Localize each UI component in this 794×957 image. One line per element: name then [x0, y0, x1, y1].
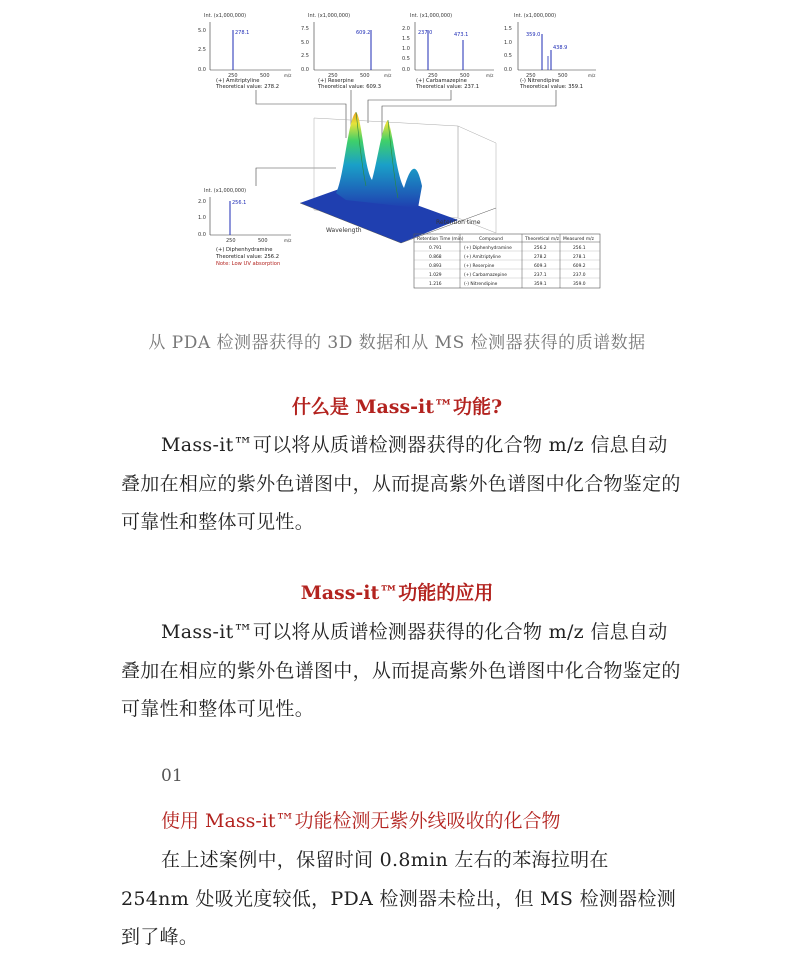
- case-body: 在上述案例中，保留时间 0.8min 左右的苯海拉明在 254nm 处吸光度较低，PDA 检测器未检出，但 MS 检测器检测到了峰。: [121, 849, 677, 948]
- y-tick: 1.0: [504, 40, 512, 46]
- x-tick: 250: [228, 73, 238, 79]
- unit-label: m/z: [384, 73, 392, 78]
- x-tick: 500: [360, 73, 370, 79]
- spectrum-scale: Int. (x1,000,000): [514, 13, 557, 19]
- unit-label: m/z: [284, 238, 292, 243]
- x-tick: 250: [428, 73, 438, 79]
- table-cell: 359.1: [534, 282, 547, 287]
- spectrum-reserpine: [301, 13, 391, 90]
- unit-label: m/z: [588, 73, 596, 78]
- table-cell: 359.0: [573, 282, 586, 287]
- pda-3d-surface: [300, 112, 496, 243]
- peak-label: 278.1: [235, 30, 250, 36]
- table-cell: 0.791: [429, 246, 442, 251]
- table-cell: 1.216: [429, 282, 442, 287]
- section-heading-what-is: 什么是 Mass-it™功能?: [291, 396, 503, 418]
- table-cell: 0.868: [429, 255, 442, 260]
- y-tick: 2.5: [301, 53, 309, 59]
- table-header: Compound: [479, 237, 503, 242]
- y-tick: 1.0: [402, 46, 410, 52]
- y-tick: 5.0: [301, 40, 309, 46]
- spectrum-scale: Int. (x1,000,000): [204, 13, 247, 19]
- y-tick: 1.0: [198, 215, 206, 221]
- table-header: Measured m/z: [563, 237, 594, 242]
- x-tick: 500: [460, 73, 470, 79]
- spectrum-scale: Int. (x1,000,000): [410, 13, 453, 19]
- spectrum-scale: Int. (x1,000,000): [308, 13, 351, 19]
- table-cell: 0.893: [429, 264, 442, 269]
- table-cell: 237.0: [573, 273, 586, 278]
- theoretical-value: Theoretical value: 609.3: [318, 84, 382, 90]
- figure-caption: 从 PDA 检测器获得的 3D 数据和从 MS 检测器获得的质谱数据: [148, 333, 646, 353]
- section-heading-application: Mass-it™功能的应用: [300, 582, 494, 604]
- y-tick: 2.0: [198, 199, 206, 205]
- axis-retention-time: Retention time: [436, 219, 481, 226]
- y-tick: 0.5: [504, 53, 512, 59]
- y-tick: 2.5: [198, 47, 206, 53]
- y-tick: 0.0: [198, 232, 206, 238]
- theoretical-value: Theoretical value: 237.1: [416, 84, 480, 90]
- x-tick: 500: [558, 73, 568, 79]
- spectrum-amitriptyline: [198, 13, 291, 90]
- peak-label: 609.2: [356, 30, 371, 36]
- table-header: Retention Time (min): [417, 237, 464, 242]
- theoretical-value: Theoretical value: 359.1: [520, 84, 584, 90]
- y-tick: 0.5: [402, 56, 410, 62]
- y-tick: 1.5: [402, 36, 410, 42]
- section-body-what-is: Mass-it™可以将从质谱检测器获得的化合物 m/z 信息自动叠加在相应的紫外色谱图中，从而提高紫外色谱图中化合物鉴定的可靠性和整体可见性。: [121, 434, 681, 533]
- y-tick: 1.5: [504, 26, 512, 32]
- table-header: Theoretical m/z: [525, 237, 559, 242]
- table-cell: (+) Carbamazepine: [464, 273, 508, 278]
- table-cell: 609.3: [534, 264, 547, 269]
- axis-wavelength: Wavelength: [326, 227, 362, 234]
- x-tick: 250: [328, 73, 338, 79]
- compound-name: (+) Reserpine: [318, 78, 354, 84]
- table-cell: (-) Nitrendipine: [464, 282, 498, 287]
- peak-label: 256.1: [232, 200, 247, 206]
- connector-lines: [256, 90, 556, 186]
- table-cell: 237.1: [534, 273, 547, 278]
- table-cell: 256.1: [573, 246, 586, 251]
- y-tick: 5.0: [198, 28, 206, 34]
- peak-label: 473.1: [454, 32, 469, 38]
- unit-label: m/z: [284, 73, 292, 78]
- table-cell: (+) Reserpine: [464, 264, 495, 269]
- peak-label: 438.9: [553, 45, 568, 51]
- table-cell: (+) Diphenhydramine: [464, 246, 512, 251]
- results-table: [414, 234, 600, 288]
- table-cell: (+) Amitriptyline: [464, 255, 501, 260]
- y-tick: 7.5: [301, 26, 309, 32]
- case-number: 01: [161, 766, 183, 786]
- unit-label: m/z: [486, 73, 494, 78]
- spectrum-nitrendipine: [504, 13, 596, 90]
- table-cell: 1.029: [429, 273, 442, 278]
- compound-name: (+) Carbamazepine: [416, 78, 467, 84]
- case-heading: 使用 Mass-it™功能检测无紫外线吸收的化合物: [161, 810, 561, 832]
- x-tick: 250: [526, 73, 536, 79]
- table-cell: 609.2: [573, 264, 586, 269]
- y-tick: 2.0: [402, 26, 410, 32]
- y-tick: 0.0: [198, 67, 206, 73]
- table-cell: 278.1: [573, 255, 586, 260]
- y-tick: 0.0: [402, 67, 410, 73]
- x-tick: 500: [260, 73, 270, 79]
- spectrum-diphenhydramine: [198, 188, 291, 267]
- theoretical-value: Theoretical value: 256.2: [216, 254, 280, 260]
- low-uv-note: Note: Low UV absorption: [216, 261, 281, 267]
- x-tick: 500: [258, 238, 268, 244]
- spectrum-carbamazepine: [402, 13, 494, 90]
- table-cell: 256.2: [534, 246, 547, 251]
- x-tick: 250: [226, 238, 236, 244]
- compound-name: (+) Amitriptyline: [216, 78, 260, 84]
- compound-name: (+) Diphenhydramine: [216, 247, 273, 253]
- theoretical-value: Theoretical value: 278.2: [216, 84, 280, 90]
- y-tick: 0.0: [301, 67, 309, 73]
- peak-label: 237.0: [418, 30, 433, 36]
- peak-label: 359.0: [526, 32, 541, 38]
- y-tick: 0.0: [504, 67, 512, 73]
- table-cell: 278.2: [534, 255, 547, 260]
- section-body-application: Mass-it™可以将从质谱检测器获得的化合物 m/z 信息自动叠加在相应的紫外色谱图中，从而提高紫外色谱图中化合物鉴定的可靠性和整体可见性。: [121, 621, 681, 720]
- compound-name: (-) Nitrendipine: [520, 78, 560, 84]
- pda-ms-figure: [196, 8, 604, 292]
- spectrum-scale: Int. (x1,000,000): [204, 188, 247, 194]
